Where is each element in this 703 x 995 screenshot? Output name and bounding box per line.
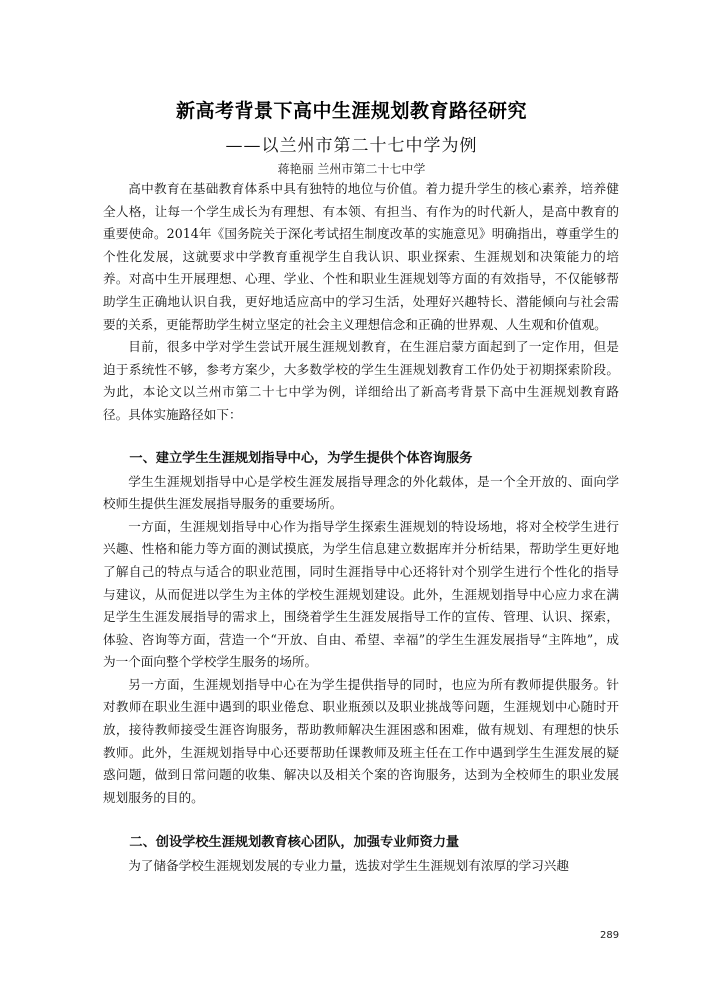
section-heading: 二、创设学校生涯规划教育核心团队，加强专业师资力量 [129, 835, 460, 851]
paper-body [103, 178, 619, 878]
intro-paragraph: 高中教育在基础教育体系中具有独特的地位与价值。着力提升学生的核心素养，培养健全人格，让每一个学生成长为有理想、有本领、有担当、有作为的时代新人，是高中教育的重要使命。2014年《国务院关于深化考试招生制度改革的实施意见》明确指出，尊重学生的个性化发展，这就要求中学教育重视学生自我认识、职业探索、生涯规划和决策能力的培养。对高中生开展理想、心理、学业、个性和职业生涯规划等方面的有效指导，不仅能够帮助学生正确地认识自我，更好地适应高中的学习生活，处理好兴趣特长、潜能倾向与社会需要的关系，更能帮助学生树立坚定的社会主义理想信念和正确的世界观、人生观和价值观。 [103, 181, 619, 332]
intro-paragraph: 目前，很多中学对学生尝试开展生涯规划教育，在生涯启蒙方面起到了一定作用，但是迫于系统性不够，参考方案少，大多数学校的学生生涯规划教育工作仍处于初期探索阶段。为此，本论文以兰州市第二十七中学为例，详细给出了新高考背景下高中生涯规划教育路径。具体实施路径如下： [103, 339, 619, 422]
section-heading: 一、建立学生生涯规划指导中心，为学生提供个体咨询服务 [129, 450, 473, 466]
page-number: 289 [600, 930, 620, 941]
section-paragraph: 学生生涯规划指导中心是学校生涯发展指导理念的外化载体，是一个全开放的、面向学校师生提供生涯发展指导服务的重要场所。 [103, 473, 619, 512]
section-paragraph: 一方面，生涯规划指导中心作为指导学生探索生涯规划的特设场地，将对全校学生进行兴趣、性格和能力等方面的测试摸底，为学生信息建立数据库并分析结果，帮助学生更好地了解自己的特点与适合的职业范围，同时生涯指导中心还将针对个别学生进行个性化的指导与建议，从而促进以学生为主体的学校生涯规划建设。此外，生涯规划指导中心应力求在满足学生生涯发展指导的需求上，围绕着学生生涯发展指导工作的宣传、管理、认识、探索，体验、咨询等方面，营造一个“开放、自由、希望、幸福”的学生生涯发展指导“主阵地”，成为一个面向整个学校学生服务的场所。 [103, 518, 619, 670]
author-line: 蒋艳丽 兰州市第二十七中学 [277, 162, 426, 176]
paper-subtitle: ——以兰州市第二十七中学为例 [225, 136, 478, 156]
section-paragraph: 为了储备学校生涯规划发展的专业力量，选拔对学生生涯规划有浓厚的学习兴趣 [128, 858, 569, 874]
paper-title: 新高考背景下高中生涯规划教育路径研究 [175, 100, 527, 122]
section-paragraph: 另一方面，生涯规划指导中心在为学生提供指导的同时，也应为所有教师提供服务。针对教师在职业生涯中遇到的职业倦怠、职业瓶颈以及职业挑战等问题，生涯规划中心随时开放，接待教师接受生涯咨询服务，帮助教师解决生涯困惑和困难，做有规划、有理想的快乐教师。此外，生涯规划指导中心还要帮助任课教师及班主任在工作中遇到学生生涯发展的疑惑问题，做到日常问题的收集、解决以及相关个案的咨询服务，达到为全校师生的职业发展规划服务的目的。 [103, 676, 619, 805]
